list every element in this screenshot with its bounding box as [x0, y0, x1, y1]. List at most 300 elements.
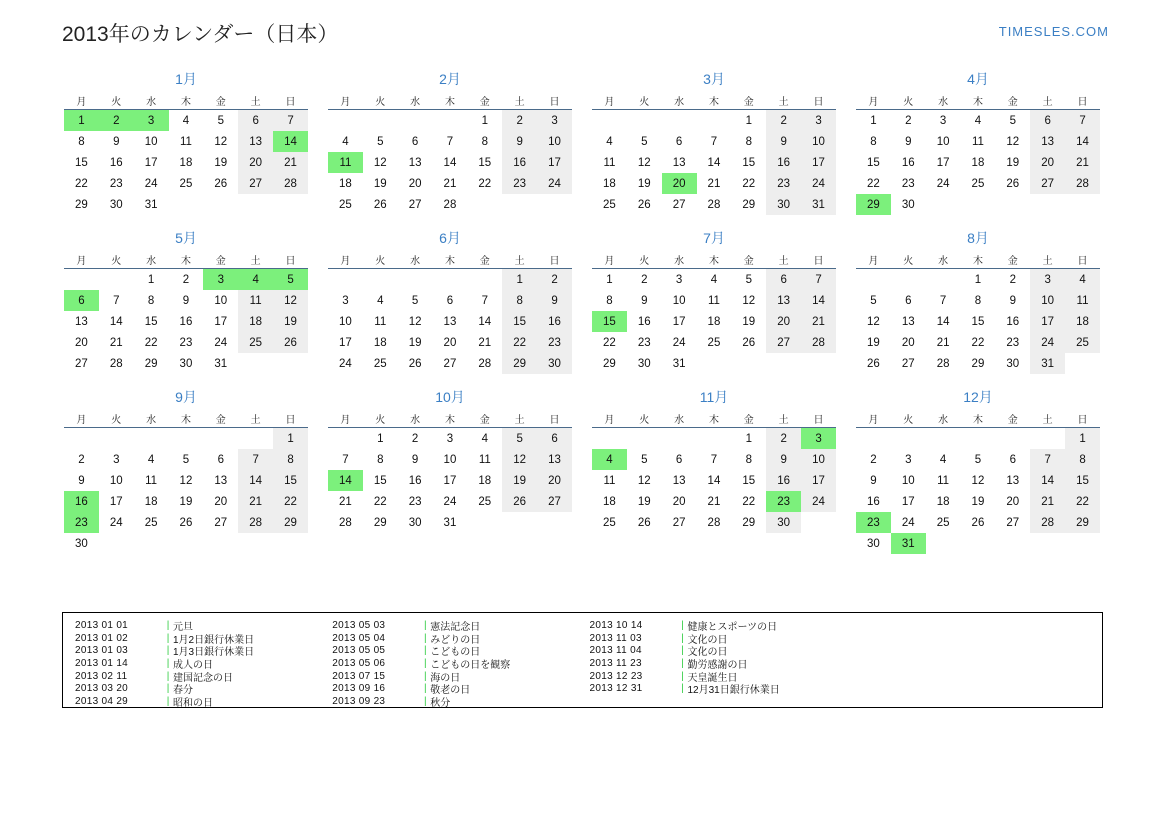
day-cell[interactable]: 21 — [273, 152, 308, 173]
day-cell[interactable]: 20 — [672, 495, 686, 508]
day-cell[interactable]: 5 — [745, 273, 752, 286]
day-cell[interactable]: 12 — [742, 294, 756, 307]
day-cell[interactable]: 18 — [238, 311, 273, 332]
day-cell[interactable]: 20 — [238, 152, 273, 173]
day-cell[interactable]: 23 — [1006, 336, 1020, 349]
day-cell[interactable]: 20 — [537, 470, 572, 491]
day-cell[interactable]: 19 — [179, 495, 193, 508]
day-cell[interactable]: 18 — [144, 495, 158, 508]
day-cell-holiday[interactable]: 23 — [64, 512, 99, 533]
day-cell-holiday[interactable]: 11 — [328, 152, 363, 173]
day-cell[interactable]: 15 — [478, 156, 492, 169]
day-cell-holiday[interactable]: 15 — [592, 311, 627, 332]
day-cell[interactable]: 9 — [502, 131, 537, 152]
day-cell[interactable]: 2 — [78, 453, 85, 466]
day-cell[interactable]: 21 — [801, 311, 836, 332]
day-cell[interactable]: 10 — [109, 474, 123, 487]
day-cell[interactable]: 16 — [109, 156, 123, 169]
day-cell[interactable]: 11 — [937, 474, 950, 487]
day-cell[interactable]: 23 — [408, 495, 422, 508]
day-cell[interactable]: 22 — [742, 495, 756, 508]
day-cell[interactable]: 14 — [801, 290, 836, 311]
day-cell[interactable]: 27 — [901, 357, 915, 370]
day-cell[interactable]: 5 — [377, 135, 384, 148]
day-cell[interactable]: 20 — [214, 495, 228, 508]
day-cell[interactable]: 10 — [214, 294, 228, 307]
day-cell[interactable]: 1 — [481, 114, 488, 127]
day-cell-holiday[interactable]: 29 — [856, 194, 891, 215]
day-cell[interactable]: 26 — [373, 198, 387, 211]
day-cell[interactable]: 21 — [443, 177, 457, 190]
day-cell[interactable]: 8 — [147, 294, 155, 307]
day-cell[interactable]: 5 — [502, 428, 537, 450]
day-cell[interactable]: 7 — [446, 135, 454, 148]
day-cell-holiday[interactable]: 23 — [766, 491, 801, 512]
day-cell[interactable]: 7 — [238, 449, 273, 470]
day-cell[interactable]: 15 — [742, 156, 756, 169]
day-cell[interactable]: 19 — [408, 336, 422, 349]
day-cell[interactable]: 30 — [1006, 357, 1020, 370]
day-cell[interactable]: 25 — [179, 177, 193, 190]
day-cell[interactable]: 5 — [974, 453, 982, 466]
day-cell[interactable]: 19 — [373, 177, 387, 190]
day-cell[interactable]: 4 — [147, 453, 155, 466]
day-cell[interactable]: 16 — [537, 311, 572, 332]
day-cell[interactable]: 19 — [637, 495, 651, 508]
day-cell[interactable]: 27 — [214, 516, 228, 529]
day-cell[interactable]: 7 — [273, 110, 308, 132]
day-cell[interactable]: 24 — [109, 516, 123, 529]
day-cell[interactable]: 31 — [214, 357, 228, 370]
day-cell[interactable]: 14 — [443, 156, 457, 169]
day-cell[interactable]: 5 — [870, 294, 877, 307]
day-cell[interactable]: 8 — [870, 135, 877, 148]
day-cell[interactable]: 24 — [672, 336, 686, 349]
day-cell[interactable]: 12 — [637, 156, 651, 169]
day-cell[interactable]: 14 — [707, 156, 721, 169]
day-cell[interactable]: 18 — [971, 156, 985, 169]
day-cell[interactable]: 9 — [870, 474, 877, 487]
day-cell[interactable]: 22 — [603, 336, 616, 349]
day-cell[interactable]: 3 — [342, 294, 349, 307]
day-cell[interactable]: 13 — [672, 474, 686, 487]
day-cell[interactable]: 4 — [377, 294, 384, 307]
day-cell[interactable]: 12 — [273, 290, 308, 311]
day-cell[interactable]: 4 — [710, 273, 718, 286]
day-cell[interactable]: 6 — [238, 110, 273, 132]
day-cell-holiday[interactable]: 2 — [99, 110, 134, 132]
day-cell[interactable]: 29 — [1065, 512, 1100, 533]
day-cell-holiday[interactable]: 20 — [662, 173, 697, 194]
day-cell[interactable]: 14 — [936, 315, 950, 328]
day-cell[interactable]: 7 — [481, 294, 488, 307]
day-cell[interactable]: 9 — [905, 135, 912, 148]
day-cell[interactable]: 7 — [801, 269, 836, 291]
day-cell[interactable]: 29 — [502, 353, 537, 374]
day-cell[interactable]: 10 — [144, 135, 158, 148]
day-cell[interactable]: 16 — [408, 474, 422, 487]
day-cell[interactable]: 1 — [745, 432, 752, 445]
day-cell[interactable]: 23 — [109, 177, 123, 190]
day-cell[interactable]: 11 — [145, 474, 158, 487]
day-cell-holiday[interactable]: 3 — [134, 110, 169, 132]
day-cell[interactable]: 25 — [373, 357, 387, 370]
day-cell-holiday[interactable]: 1 — [64, 110, 99, 132]
day-cell[interactable]: 6 — [446, 294, 454, 307]
day-cell[interactable]: 17 — [801, 152, 836, 173]
day-cell[interactable]: 29 — [373, 516, 387, 529]
day-cell[interactable]: 26 — [867, 357, 880, 370]
day-cell[interactable]: 26 — [179, 516, 193, 529]
day-cell[interactable]: 12 — [408, 315, 422, 328]
day-cell[interactable]: 21 — [339, 495, 352, 508]
day-cell[interactable]: 28 — [801, 332, 836, 353]
day-cell[interactable]: 11 — [374, 315, 387, 328]
day-cell-holiday[interactable]: 23 — [856, 512, 891, 533]
day-cell[interactable]: 3 — [113, 453, 120, 466]
day-cell[interactable]: 17 — [901, 495, 915, 508]
day-cell[interactable]: 21 — [707, 177, 721, 190]
day-cell[interactable]: 19 — [867, 336, 880, 349]
day-cell[interactable]: 7 — [342, 453, 349, 466]
day-cell[interactable]: 9 — [537, 290, 572, 311]
day-cell[interactable]: 4 — [342, 135, 349, 148]
day-cell[interactable]: 30 — [179, 357, 193, 370]
day-cell[interactable]: 1 — [745, 114, 752, 127]
day-cell[interactable]: 24 — [537, 173, 572, 194]
day-cell[interactable]: 21 — [936, 336, 950, 349]
day-cell[interactable]: 22 — [867, 177, 880, 190]
day-cell[interactable]: 11 — [478, 453, 491, 466]
day-cell[interactable]: 16 — [766, 152, 801, 173]
day-cell[interactable]: 28 — [1030, 512, 1065, 533]
day-cell-holiday[interactable]: 3 — [801, 428, 836, 450]
day-cell[interactable]: 18 — [478, 474, 492, 487]
day-cell[interactable]: 3 — [675, 273, 683, 286]
day-cell[interactable]: 6 — [537, 428, 572, 450]
day-cell[interactable]: 21 — [238, 491, 273, 512]
day-cell[interactable]: 27 — [766, 332, 801, 353]
day-cell[interactable]: 17 — [339, 336, 352, 349]
day-cell[interactable]: 27 — [408, 198, 422, 211]
day-cell[interactable]: 30 — [766, 512, 801, 533]
day-cell[interactable]: 17 — [936, 156, 950, 169]
day-cell[interactable]: 29 — [742, 516, 756, 529]
day-cell[interactable]: 3 — [537, 110, 572, 132]
day-cell[interactable]: 20 — [901, 336, 915, 349]
day-cell[interactable]: 26 — [637, 516, 651, 529]
day-cell[interactable]: 26 — [1006, 177, 1020, 190]
day-cell[interactable]: 12 — [637, 474, 651, 487]
day-cell[interactable]: 20 — [408, 177, 422, 190]
day-cell[interactable]: 24 — [339, 357, 352, 370]
day-cell[interactable]: 5 — [641, 135, 648, 148]
day-cell[interactable]: 22 — [1065, 491, 1100, 512]
day-cell[interactable]: 13 — [75, 315, 88, 328]
day-cell[interactable]: 15 — [971, 315, 985, 328]
day-cell[interactable]: 4 — [182, 114, 190, 127]
day-cell[interactable]: 10 — [936, 135, 950, 148]
day-cell[interactable]: 10 — [672, 294, 686, 307]
day-cell[interactable]: 28 — [273, 173, 308, 194]
day-cell[interactable]: 3 — [905, 453, 912, 466]
day-cell[interactable]: 24 — [443, 495, 457, 508]
day-cell[interactable]: 20 — [443, 336, 457, 349]
day-cell[interactable]: 24 — [144, 177, 158, 190]
day-cell[interactable]: 6 — [675, 135, 683, 148]
day-cell[interactable]: 12 — [502, 449, 537, 470]
day-cell[interactable]: 1 — [147, 273, 155, 286]
day-cell[interactable]: 9 — [766, 131, 801, 152]
day-cell[interactable]: 31 — [801, 194, 836, 215]
day-cell[interactable]: 18 — [707, 315, 721, 328]
day-cell[interactable]: 17 — [214, 315, 228, 328]
day-cell[interactable]: 19 — [637, 177, 651, 190]
day-cell[interactable]: 15 — [144, 315, 158, 328]
day-cell[interactable]: 28 — [339, 516, 352, 529]
day-cell[interactable]: 19 — [1006, 156, 1020, 169]
day-cell[interactable]: 12 — [373, 156, 387, 169]
day-cell[interactable]: 24 — [936, 177, 950, 190]
day-cell[interactable]: 29 — [742, 198, 756, 211]
day-cell[interactable]: 16 — [1006, 315, 1020, 328]
day-cell[interactable]: 1 — [606, 273, 613, 286]
day-cell[interactable]: 28 — [238, 512, 273, 533]
day-cell[interactable]: 20 — [1006, 495, 1020, 508]
day-cell[interactable]: 5 — [641, 453, 648, 466]
day-cell[interactable]: 12 — [179, 474, 193, 487]
day-cell[interactable]: 22 — [144, 336, 158, 349]
day-cell[interactable]: 6 — [905, 294, 912, 307]
day-cell[interactable]: 6 — [217, 453, 224, 466]
day-cell[interactable]: 14 — [238, 470, 273, 491]
day-cell[interactable]: 5 — [182, 453, 190, 466]
day-cell[interactable]: 28 — [707, 516, 721, 529]
day-cell[interactable]: 2 — [641, 273, 648, 286]
day-cell[interactable]: 11 — [707, 294, 720, 307]
day-cell[interactable]: 16 — [637, 315, 651, 328]
day-cell[interactable]: 27 — [537, 491, 572, 512]
day-cell[interactable]: 15 — [273, 470, 308, 491]
day-cell[interactable]: 23 — [637, 336, 651, 349]
day-cell[interactable]: 20 — [766, 311, 801, 332]
day-cell[interactable]: 4 — [939, 453, 947, 466]
day-cell[interactable]: 30 — [75, 537, 88, 550]
day-cell[interactable]: 7 — [113, 294, 120, 307]
day-cell[interactable]: 10 — [339, 315, 352, 328]
day-cell[interactable]: 30 — [408, 516, 422, 529]
day-cell[interactable]: 17 — [537, 152, 572, 173]
day-cell[interactable]: 20 — [75, 336, 88, 349]
day-cell[interactable]: 8 — [1065, 449, 1100, 470]
day-cell[interactable]: 2 — [1009, 273, 1016, 286]
day-cell[interactable]: 9 — [641, 294, 648, 307]
day-cell[interactable]: 6 — [1030, 110, 1065, 132]
day-cell[interactable]: 27 — [75, 357, 88, 370]
day-cell[interactable]: 26 — [502, 491, 537, 512]
day-cell[interactable]: 19 — [742, 315, 756, 328]
day-cell[interactable]: 8 — [377, 453, 384, 466]
day-cell[interactable]: 26 — [971, 516, 985, 529]
day-cell[interactable]: 22 — [971, 336, 985, 349]
day-cell[interactable]: 31 — [672, 357, 686, 370]
day-cell[interactable]: 11 — [971, 135, 984, 148]
day-cell[interactable]: 30 — [867, 537, 880, 550]
day-cell[interactable]: 9 — [113, 135, 120, 148]
day-cell[interactable]: 13 — [901, 315, 915, 328]
day-cell[interactable]: 15 — [502, 311, 537, 332]
day-cell[interactable]: 25 — [478, 495, 492, 508]
day-cell[interactable]: 17 — [144, 156, 158, 169]
day-cell[interactable]: 25 — [971, 177, 985, 190]
day-cell[interactable]: 1 — [273, 428, 308, 450]
day-cell[interactable]: 27 — [238, 173, 273, 194]
day-cell[interactable]: 7 — [1030, 449, 1065, 470]
day-cell[interactable]: 25 — [144, 516, 158, 529]
day-cell[interactable]: 25 — [603, 198, 616, 211]
day-cell[interactable]: 26 — [273, 332, 308, 353]
day-cell[interactable]: 31 — [1030, 353, 1065, 374]
day-cell[interactable]: 15 — [75, 156, 88, 169]
day-cell[interactable]: 4 — [974, 114, 982, 127]
day-cell[interactable]: 26 — [408, 357, 422, 370]
day-cell[interactable]: 29 — [273, 512, 308, 533]
day-cell[interactable]: 28 — [1065, 173, 1100, 194]
day-cell[interactable]: 10 — [901, 474, 915, 487]
day-cell[interactable]: 11 — [1065, 290, 1100, 311]
day-cell[interactable]: 17 — [672, 315, 686, 328]
day-cell[interactable]: 29 — [75, 198, 88, 211]
day-cell[interactable]: 19 — [214, 156, 228, 169]
day-cell[interactable]: 1 — [1065, 428, 1100, 450]
day-cell[interactable]: 25 — [603, 516, 616, 529]
day-cell[interactable]: 28 — [478, 357, 492, 370]
day-cell[interactable]: 27 — [1030, 173, 1065, 194]
day-cell[interactable]: 5 — [1009, 114, 1016, 127]
day-cell[interactable]: 9 — [78, 474, 85, 487]
day-cell[interactable]: 25 — [707, 336, 721, 349]
day-cell[interactable]: 15 — [1065, 470, 1100, 491]
day-cell[interactable]: 24 — [901, 516, 915, 529]
day-cell[interactable]: 30 — [109, 198, 123, 211]
day-cell[interactable]: 13 — [408, 156, 422, 169]
day-cell[interactable]: 3 — [801, 110, 836, 132]
day-cell[interactable]: 12 — [867, 315, 880, 328]
day-cell[interactable]: 13 — [238, 131, 273, 152]
day-cell[interactable]: 5 — [411, 294, 419, 307]
day-cell[interactable]: 4 — [1065, 269, 1100, 291]
day-cell[interactable]: 10 — [801, 449, 836, 470]
day-cell[interactable]: 25 — [1065, 332, 1100, 353]
day-cell[interactable]: 30 — [537, 353, 572, 374]
day-cell-holiday[interactable]: 14 — [328, 470, 363, 491]
day-cell[interactable]: 6 — [411, 135, 419, 148]
day-cell[interactable]: 22 — [502, 332, 537, 353]
day-cell[interactable]: 13 — [1030, 131, 1065, 152]
day-cell[interactable]: 8 — [974, 294, 982, 307]
day-cell[interactable]: 7 — [710, 453, 718, 466]
day-cell[interactable]: 2 — [537, 269, 572, 291]
day-cell[interactable]: 14 — [1030, 470, 1065, 491]
day-cell[interactable]: 11 — [179, 135, 192, 148]
day-cell[interactable]: 23 — [502, 173, 537, 194]
day-cell[interactable]: 17 — [109, 495, 123, 508]
day-cell[interactable]: 9 — [182, 294, 190, 307]
day-cell[interactable]: 14 — [478, 315, 492, 328]
day-cell[interactable]: 26 — [637, 198, 651, 211]
day-cell[interactable]: 3 — [939, 114, 947, 127]
day-cell[interactable]: 24 — [801, 491, 836, 512]
day-cell[interactable]: 1 — [870, 114, 877, 127]
day-cell[interactable]: 1 — [377, 432, 384, 445]
day-cell[interactable]: 31 — [144, 198, 158, 211]
day-cell[interactable]: 11 — [238, 290, 273, 311]
day-cell[interactable]: 19 — [971, 495, 985, 508]
day-cell[interactable]: 13 — [214, 474, 228, 487]
day-cell[interactable]: 13 — [766, 290, 801, 311]
day-cell-holiday[interactable]: 6 — [64, 290, 99, 311]
day-cell[interactable]: 13 — [537, 449, 572, 470]
day-cell-holiday[interactable]: 14 — [273, 131, 308, 152]
day-cell[interactable]: 10 — [537, 131, 572, 152]
day-cell[interactable]: 15 — [742, 474, 756, 487]
day-cell[interactable]: 21 — [1065, 152, 1100, 173]
day-cell[interactable]: 22 — [75, 177, 88, 190]
day-cell[interactable]: 21 — [109, 336, 123, 349]
day-cell[interactable]: 25 — [936, 516, 950, 529]
day-cell[interactable]: 12 — [971, 474, 985, 487]
day-cell[interactable]: 23 — [179, 336, 193, 349]
day-cell-holiday[interactable]: 4 — [238, 269, 273, 291]
day-cell[interactable]: 13 — [1006, 474, 1020, 487]
day-cell[interactable]: 25 — [238, 332, 273, 353]
day-cell[interactable]: 1 — [974, 273, 982, 286]
day-cell[interactable]: 3 — [1030, 269, 1065, 291]
day-cell-holiday[interactable]: 31 — [891, 533, 926, 554]
day-cell[interactable]: 7 — [710, 135, 718, 148]
day-cell[interactable]: 9 — [1009, 294, 1016, 307]
day-cell[interactable]: 27 — [672, 198, 686, 211]
day-cell[interactable]: 22 — [742, 177, 756, 190]
day-cell[interactable]: 27 — [1006, 516, 1020, 529]
day-cell[interactable]: 20 — [1030, 152, 1065, 173]
day-cell[interactable]: 6 — [675, 453, 683, 466]
day-cell[interactable]: 21 — [707, 495, 721, 508]
day-cell[interactable]: 28 — [109, 357, 123, 370]
day-cell[interactable]: 14 — [109, 315, 123, 328]
day-cell[interactable]: 30 — [637, 357, 651, 370]
day-cell[interactable]: 17 — [1030, 311, 1065, 332]
day-cell[interactable]: 9 — [766, 449, 801, 470]
day-cell[interactable]: 10 — [443, 453, 457, 466]
day-cell[interactable]: 23 — [901, 177, 915, 190]
day-cell[interactable]: 21 — [478, 336, 492, 349]
day-cell[interactable]: 8 — [606, 294, 613, 307]
day-cell[interactable]: 6 — [766, 269, 801, 291]
day-cell[interactable]: 18 — [603, 495, 616, 508]
day-cell[interactable]: 8 — [481, 135, 488, 148]
day-cell[interactable]: 9 — [411, 453, 419, 466]
day-cell[interactable]: 16 — [502, 152, 537, 173]
day-cell[interactable]: 2 — [766, 110, 801, 132]
day-cell[interactable]: 4 — [481, 432, 488, 445]
day-cell[interactable]: 24 — [801, 173, 836, 194]
day-cell[interactable]: 28 — [443, 198, 457, 211]
day-cell[interactable]: 2 — [182, 273, 190, 286]
day-cell[interactable]: 23 — [766, 173, 801, 194]
day-cell-holiday[interactable]: 5 — [273, 269, 308, 291]
day-cell[interactable]: 7 — [1065, 110, 1100, 132]
